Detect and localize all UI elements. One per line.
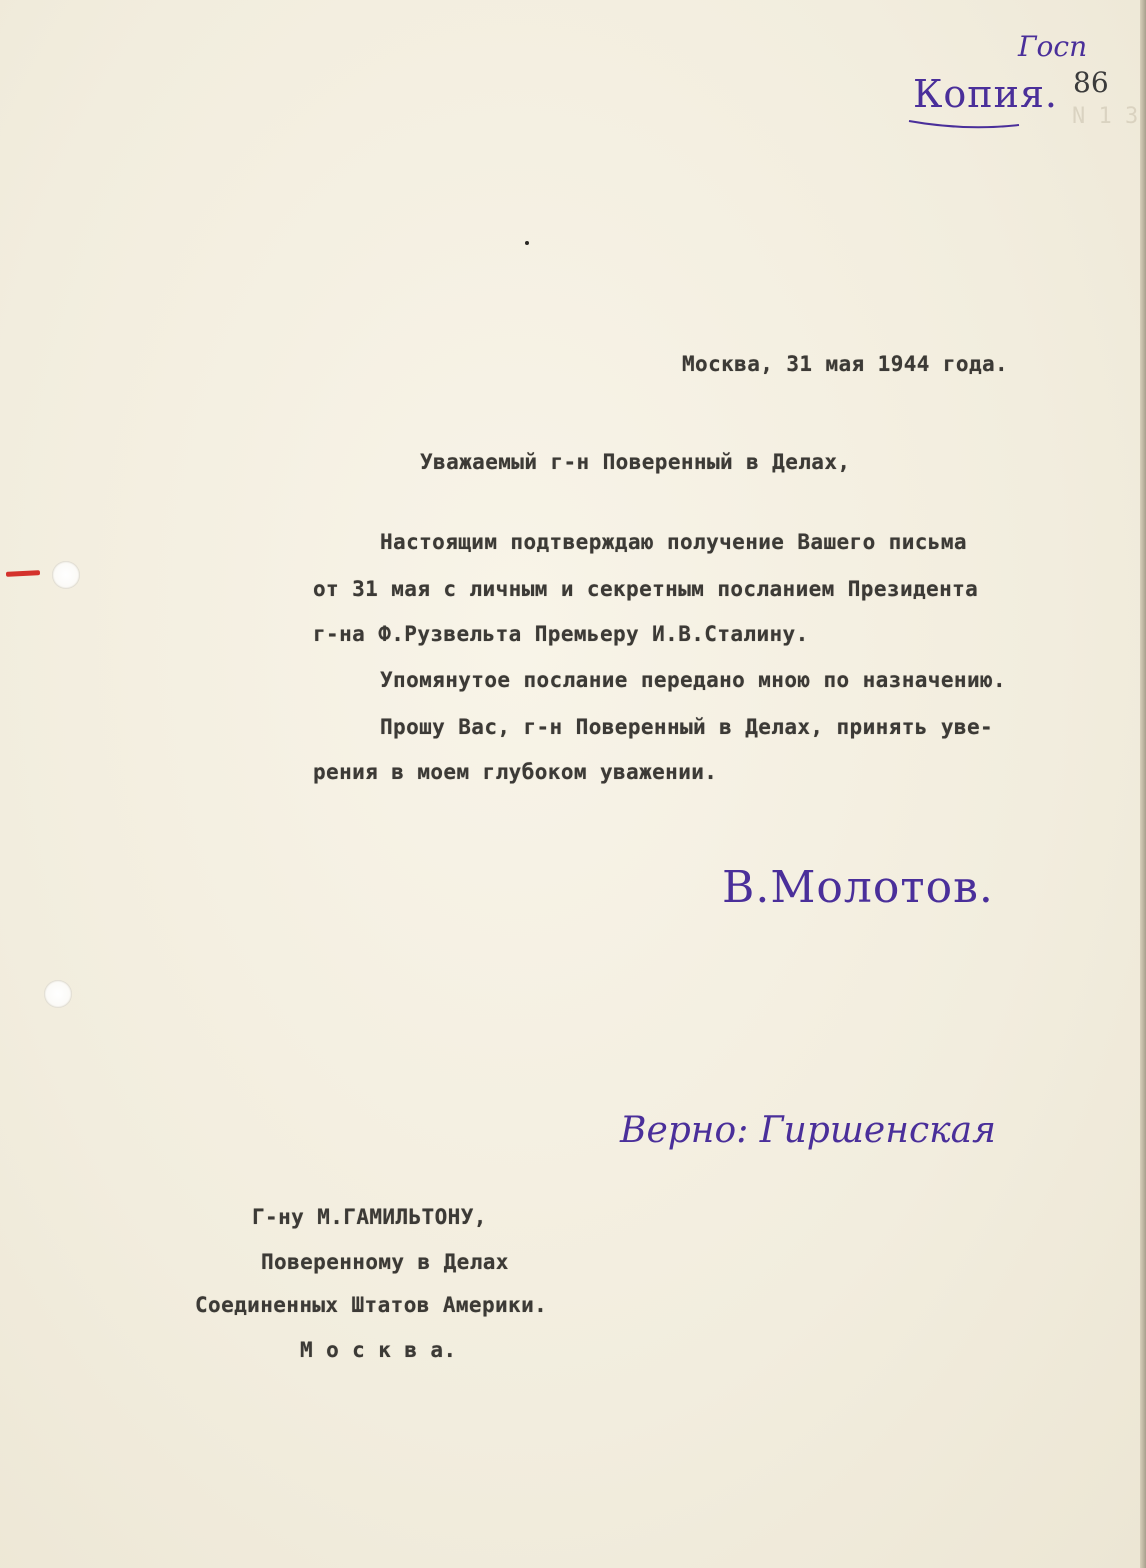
date-line: Москва, 31 мая 1944 года. <box>682 352 1009 376</box>
certification: Верно: Гиршенская <box>620 1110 996 1151</box>
addressee-line-4: М о с к в а. <box>300 1338 457 1362</box>
copy-mark: Копия. <box>913 72 1058 116</box>
body-line-4: Упомянутое послание передано мною по назначению. <box>380 668 1007 692</box>
ink-speck <box>525 241 529 245</box>
copy-mark-underline <box>905 117 1025 133</box>
punch-hole-bottom <box>44 980 72 1008</box>
top-note: Госп <box>1018 30 1088 63</box>
body-line-2: от 31 мая с личным и секретным посланием Президента <box>313 577 979 601</box>
signature: В.Молотов. <box>722 862 994 913</box>
body-line-3: г-на Ф.Рузвельта Премьеру И.В.Сталину. <box>313 622 809 646</box>
addressee-line-2: Поверенному в Делах <box>261 1250 509 1274</box>
body-line-5: Прошу Вас, г-н Поверенный в Делах, принять уве- <box>380 715 994 739</box>
punch-hole-top <box>52 561 80 589</box>
page-edge-shadow <box>1140 0 1146 1568</box>
addressee-line-1: Г-ну М.ГАМИЛЬТОНУ, <box>252 1205 487 1229</box>
faint-stamp-mark: N 1 3 <box>1072 104 1139 129</box>
body-line-1: Настоящим подтверждаю получение Вашего письма <box>380 530 967 554</box>
salutation: Уважаемый г-н Поверенный в Делах, <box>420 450 851 474</box>
red-margin-mark <box>6 570 40 577</box>
body-line-6: рения в моем глубоком уважении. <box>313 760 718 784</box>
addressee-line-3: Соединенных Штатов Америки. <box>195 1293 548 1317</box>
page-number: 86 <box>1073 66 1109 99</box>
